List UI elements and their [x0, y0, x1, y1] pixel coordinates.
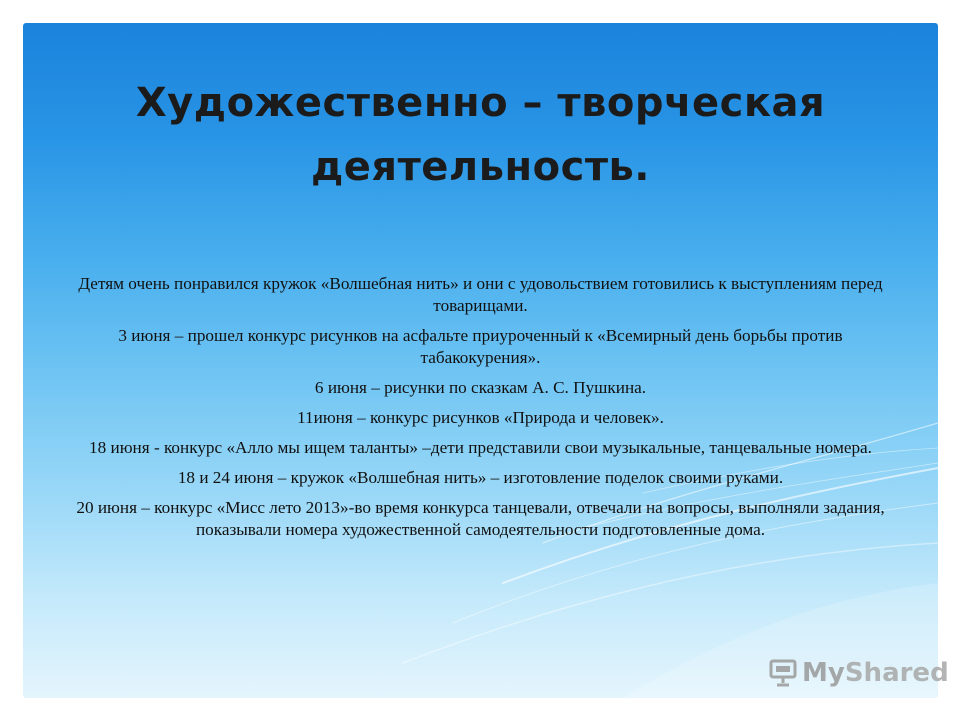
slide — [23, 23, 938, 698]
presentation-screen-icon — [768, 658, 798, 688]
paragraph: 18 и 24 июня – кружок «Волшебная нить» – изготовление поделок своими руками. — [177, 468, 784, 487]
paragraph: 11июня – конкурс рисунков «Природа и человек». — [297, 408, 664, 427]
slide-body — [68, 273, 893, 549]
paragraph: 3 июня – прошел конкурс рисунков на асфальте приуроченный к «Всемирный день борьбы против табакокурения». — [118, 326, 843, 367]
paragraph: 6 июня – рисунки по сказкам А. С. Пушкина. — [314, 378, 647, 397]
brand-shared: Shared — [844, 658, 949, 688]
paragraph: Детям очень понравился кружок «Волшебная нить» и они с удовольствием готовились к выступлениям перед товарищами. — [78, 274, 883, 315]
paragraph: 20 июня – конкурс «Мисс лето 2013»-во время конкурса танцевали, отвечали на вопросы, выполняли задания, показывали номера художественной самодеятельности подготовленные дома. — [76, 498, 885, 539]
slide-title: Художественно – творческая деятельность. — [135, 80, 826, 190]
brand-my: My — [802, 658, 845, 688]
watermark-text — [802, 658, 949, 688]
paragraph: 18 июня - конкурс «Алло мы ищем таланты» –дети представили свои музыкальные, танцевальные номера. — [89, 438, 872, 457]
myshared-watermark — [768, 655, 949, 691]
